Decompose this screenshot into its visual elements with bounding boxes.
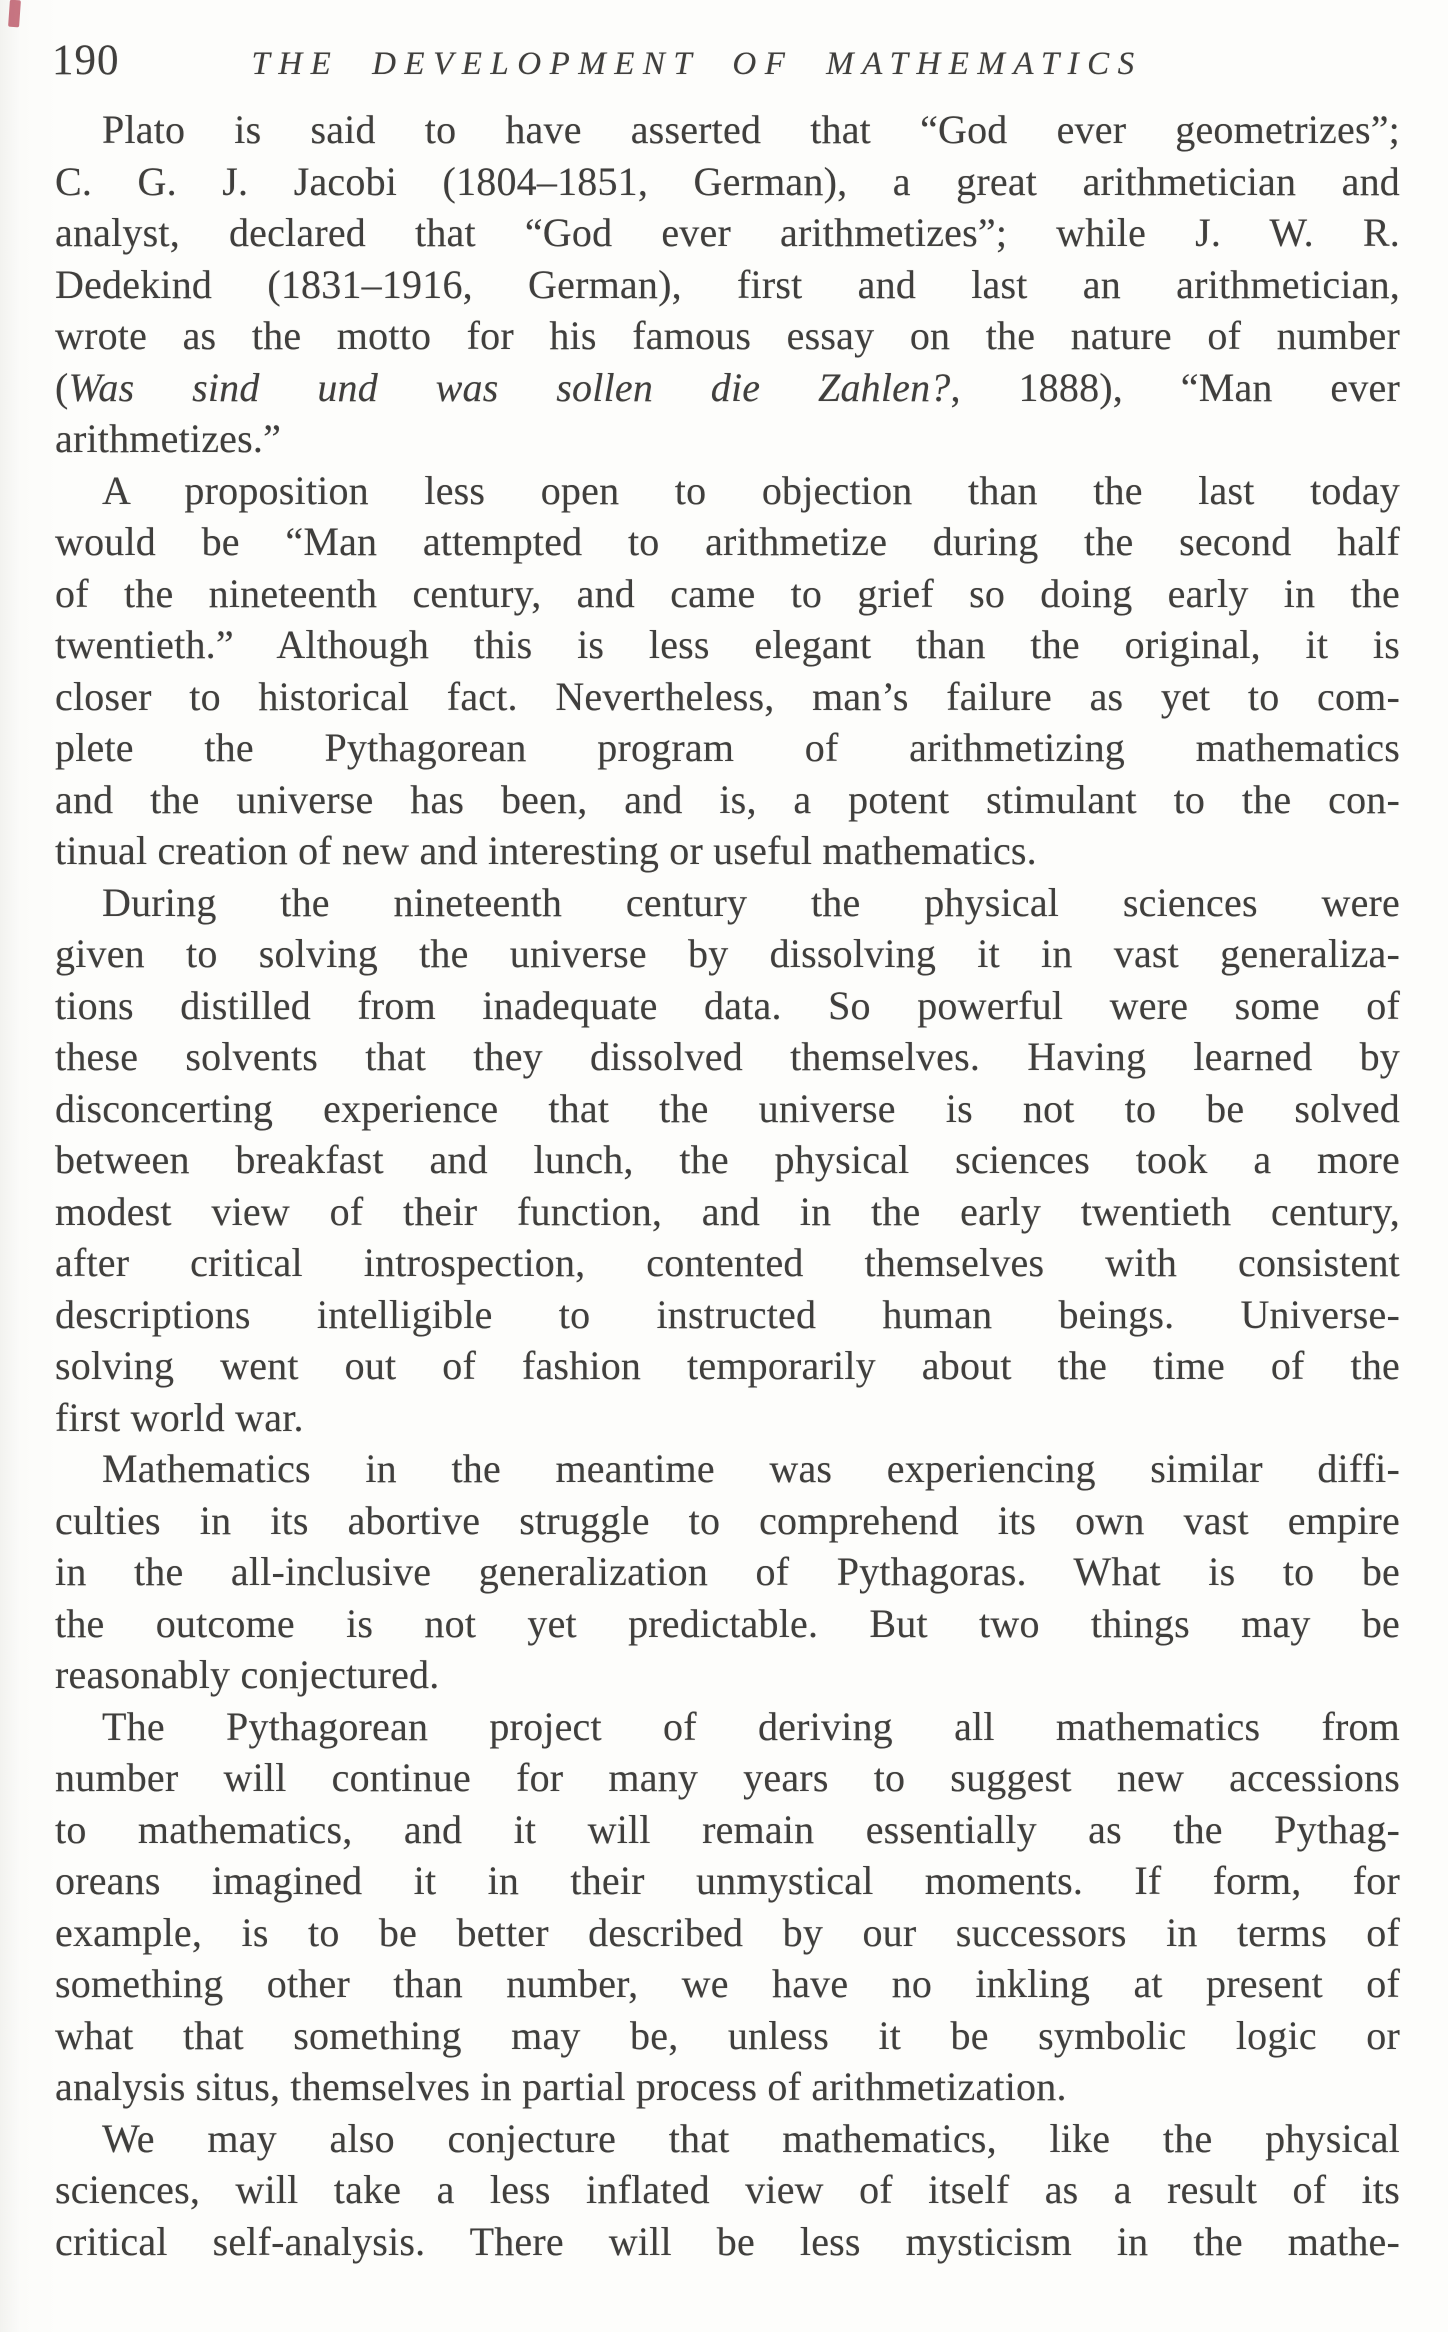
text-line <box>55 1907 1400 1959</box>
text-segment: modest view of their function, and in the early twentieth century, <box>55 1188 1400 1234</box>
running-title: THE DEVELOPMENT OF MATHEMATICS <box>251 46 1143 82</box>
page-body <box>55 104 1400 2267</box>
paragraph <box>55 465 1400 877</box>
text-line <box>55 465 1400 517</box>
text-segment: and the universe has been, and is, a potent stimulant to the con- <box>55 776 1400 822</box>
text-segment: between breakfast and lunch, the physical sciences took a more <box>55 1137 1400 1182</box>
text-segment: culties in its abortive struggle to comprehend its own vast empire <box>55 1497 1400 1543</box>
text-line <box>55 156 1400 208</box>
text-line <box>55 362 1400 414</box>
text-segment: descriptions intelligible to instructed human beings. Universe- <box>55 1291 1400 1337</box>
text-segment: of the nineteenth century, and came to grief so doing early in the <box>55 570 1400 616</box>
text-line <box>55 1237 1400 1289</box>
text-segment: Mathematics in the meantime was experiencing similar diffi- <box>102 1446 1400 1491</box>
text-segment: what that something may be, unless it be symbolic logic or <box>55 2012 1400 2058</box>
paragraph <box>55 877 1400 1444</box>
text-line <box>55 1495 1400 1547</box>
text-line <box>55 1443 1400 1495</box>
text-line <box>55 619 1400 671</box>
text-line <box>55 1340 1400 1392</box>
text-line <box>55 1392 1400 1444</box>
text-segment: disconcerting experience that the universe is not to be solved <box>55 1085 1400 1131</box>
text-line <box>55 825 1400 877</box>
text-segment: Dedekind (1831–1916, German), first and last an arithmetician, <box>55 261 1400 307</box>
text-line <box>55 671 1400 723</box>
text-line <box>55 722 1400 774</box>
text-line <box>55 516 1400 568</box>
text-segment: The Pythagorean project of deriving all mathematics from <box>102 1703 1400 1749</box>
text-segment: A proposition less open to objection than the last today <box>102 467 1400 513</box>
paragraph <box>55 1443 1400 1701</box>
text-line <box>55 1289 1400 1341</box>
text-line <box>55 259 1400 311</box>
paragraph <box>55 2113 1400 2268</box>
text-line <box>55 2113 1400 2165</box>
text-segment: oreans imagined it in their unmystical moments. If form, for <box>55 1858 1400 1903</box>
text-line <box>55 2061 1400 2113</box>
text-line <box>55 104 1400 156</box>
text-segment: given to solving the universe by dissolving it in vast generaliza- <box>55 931 1400 976</box>
text-line <box>55 877 1400 929</box>
text-segment: would be “Man attempted to arithmetize during the second half <box>55 519 1400 564</box>
text-line <box>55 774 1400 826</box>
paragraph <box>55 104 1400 465</box>
text-segment: after critical introspection, contented themselves with consistent <box>55 1240 1400 1285</box>
text-segment: first world war. <box>55 1394 304 1440</box>
text-line <box>55 1649 1400 1701</box>
text-line <box>55 928 1400 980</box>
text-line <box>55 1958 1400 2010</box>
text-line <box>55 310 1400 362</box>
text-segment: We may also conjecture that mathematics, like the physical <box>102 2115 1400 2161</box>
text-segment: arithmetizes.” <box>55 416 282 461</box>
scan-artifact-red-mark <box>8 0 21 27</box>
text-line <box>55 980 1400 1032</box>
text-line <box>55 1083 1400 1135</box>
italic-text: Was sind und was sollen die Zahlen? <box>68 364 951 410</box>
text-segment: tions distilled from inadequate data. So powerful were some of <box>55 982 1400 1028</box>
text-line <box>55 1031 1400 1083</box>
text-segment: sciences, will take a less inflated view of itself as a result of its <box>55 2167 1400 2212</box>
text-line <box>55 1546 1400 1598</box>
text-segment: the outcome is not yet predictable. But two things may be <box>55 1600 1400 1646</box>
text-segment: , 1888), “Man ever <box>950 364 1400 410</box>
text-segment: During the nineteenth century the physical sciences were <box>102 879 1400 925</box>
page-header <box>52 36 1400 100</box>
text-segment: ( <box>55 364 69 410</box>
text-line <box>55 2216 1400 2268</box>
text-segment: closer to historical fact. Nevertheless, man’s failure as yet to com- <box>55 673 1400 719</box>
text-segment: tinual creation of new and interesting or useful mathematics. <box>55 828 1037 873</box>
text-segment: in the all-inclusive generalization of Pythagoras. What is to be <box>55 1549 1400 1594</box>
text-segment: Plato is said to have asserted that “God ever geometrizes”; <box>102 107 1400 152</box>
text-segment: wrote as the motto for his famous essay on the nature of number <box>55 313 1400 358</box>
text-segment: plete the Pythagorean program of arithmetizing mathematics <box>55 725 1400 770</box>
text-segment: example, is to be better described by our successors in terms of <box>55 1909 1400 1955</box>
text-line <box>55 1804 1400 1856</box>
text-segment: analysis situs, themselves in partial process of arithmetization. <box>55 2064 1067 2109</box>
text-segment: analyst, declared that “God ever arithmetizes”; while J. W. R. <box>55 210 1400 255</box>
text-segment: to mathematics, and it will remain essentially as the Pythag- <box>55 1806 1400 1852</box>
text-segment: something other than number, we have no inkling at present of <box>55 1961 1400 2006</box>
text-line <box>55 1752 1400 1804</box>
text-line <box>55 2010 1400 2062</box>
text-line <box>55 2164 1400 2216</box>
text-segment: critical self-analysis. There will be less mysticism in the mathe- <box>55 2218 1400 2264</box>
text-segment: twentieth.” Although this is less elegant than the original, it is <box>55 622 1400 667</box>
text-segment: solving went out of fashion temporarily about the time of the <box>55 1343 1400 1388</box>
text-line <box>55 207 1400 259</box>
text-line <box>55 1701 1400 1753</box>
text-segment: number will continue for many years to suggest new accessions <box>55 1755 1400 1800</box>
text-segment: C. G. J. Jacobi (1804–1851, German), a great arithmetician and <box>55 158 1400 204</box>
text-line <box>55 1186 1400 1238</box>
text-line <box>55 1134 1400 1186</box>
text-line <box>55 413 1400 465</box>
text-segment: these solvents that they dissolved themselves. Having learned by <box>55 1034 1400 1079</box>
text-line <box>55 1855 1400 1907</box>
text-line <box>55 1598 1400 1650</box>
page-number: 190 <box>52 37 120 84</box>
text-segment: reasonably conjectured. <box>55 1652 440 1697</box>
text-line <box>55 568 1400 620</box>
paragraph <box>55 1701 1400 2113</box>
